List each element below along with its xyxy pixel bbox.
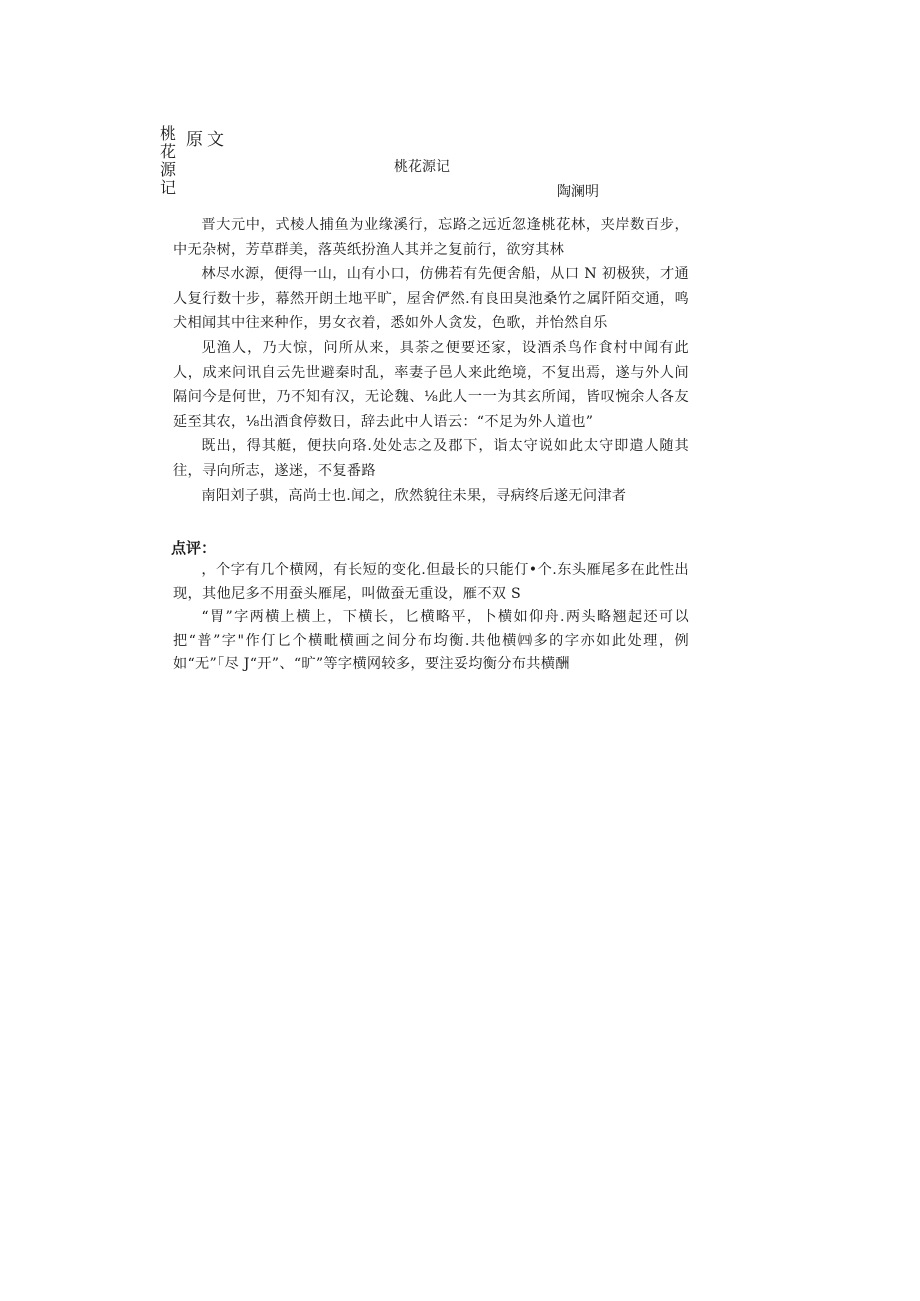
- side-vertical-title: 桃花源记: [160, 124, 177, 197]
- body-text: [173, 213, 689, 508]
- section-label: 原文: [186, 130, 228, 150]
- review-paragraph: “胃”字两横上横上，下横长，匕横略平，卜横如仰舟.两头略翘起还可以把“普”字"作仃匕个横毗横画之间分布均衡.共他横㈣多的字亦如此处理，例如“无”「尽 J“开”、“旷”等字横网较多，要注妥均衡分布共横酬: [173, 609, 689, 672]
- paragraph: 南阳刘子骐，高尚士也.闻之，欣然貌往未果，寻病终后遂无问津者: [201, 487, 627, 504]
- author: 陶澜明: [557, 184, 599, 200]
- document-title: 桃花源记: [394, 159, 450, 175]
- paragraph: 见渔人，乃大惊，问所从来，具荼之便要还家，设酒杀鸟作食村中闻有此人，成来问讯自云先世避秦时乱，率妻子邑人来此绝境，不复出焉，遂与外人间隔问今是何世，乃不知有汉，无论魏、⅛此人一一为其玄所闻，皆叹惋余人各友延至其农，⅛出酒食停数日，辞去此中人语云：“不足为外人道也”: [173, 339, 689, 430]
- paragraph: 晋大元中，式棱人捕鱼为业缘溪行，忘路之远近忽逢桃花林，夹岸数百步，中无杂树，芳草群美，落英纸扮渔人其并之复前行，欲穷其林: [173, 217, 689, 258]
- review-text: [173, 559, 689, 677]
- paragraph: 林尽水源，便得一山，山有小口，仿佛若有先便舍船，从口 N 初极狭，才通人复行数十步，幕然开朗土地平旷，屋舍俨然.有良田臭池桑竹之属阡陌交通，鸣犬相闻其中往来种作，男女衣着，悉如外人贪发，色歌，并怡然自乐: [173, 266, 689, 332]
- paragraph: 既出，得其艇，便扶向珞.处处志之及郡下，诣太守说如此太守即遣人随其往，寻向所志，遂迷，不复番路: [173, 438, 689, 479]
- review-heading: 点评：: [171, 539, 217, 557]
- review-paragraph: ，个字有几个横网，有长短的变化.但最长的只能仃•个.东头雁尾多在此性出现，其他尼多不用蚕头雁尾，叫做蚕无重设，雁不双 S: [173, 562, 689, 602]
